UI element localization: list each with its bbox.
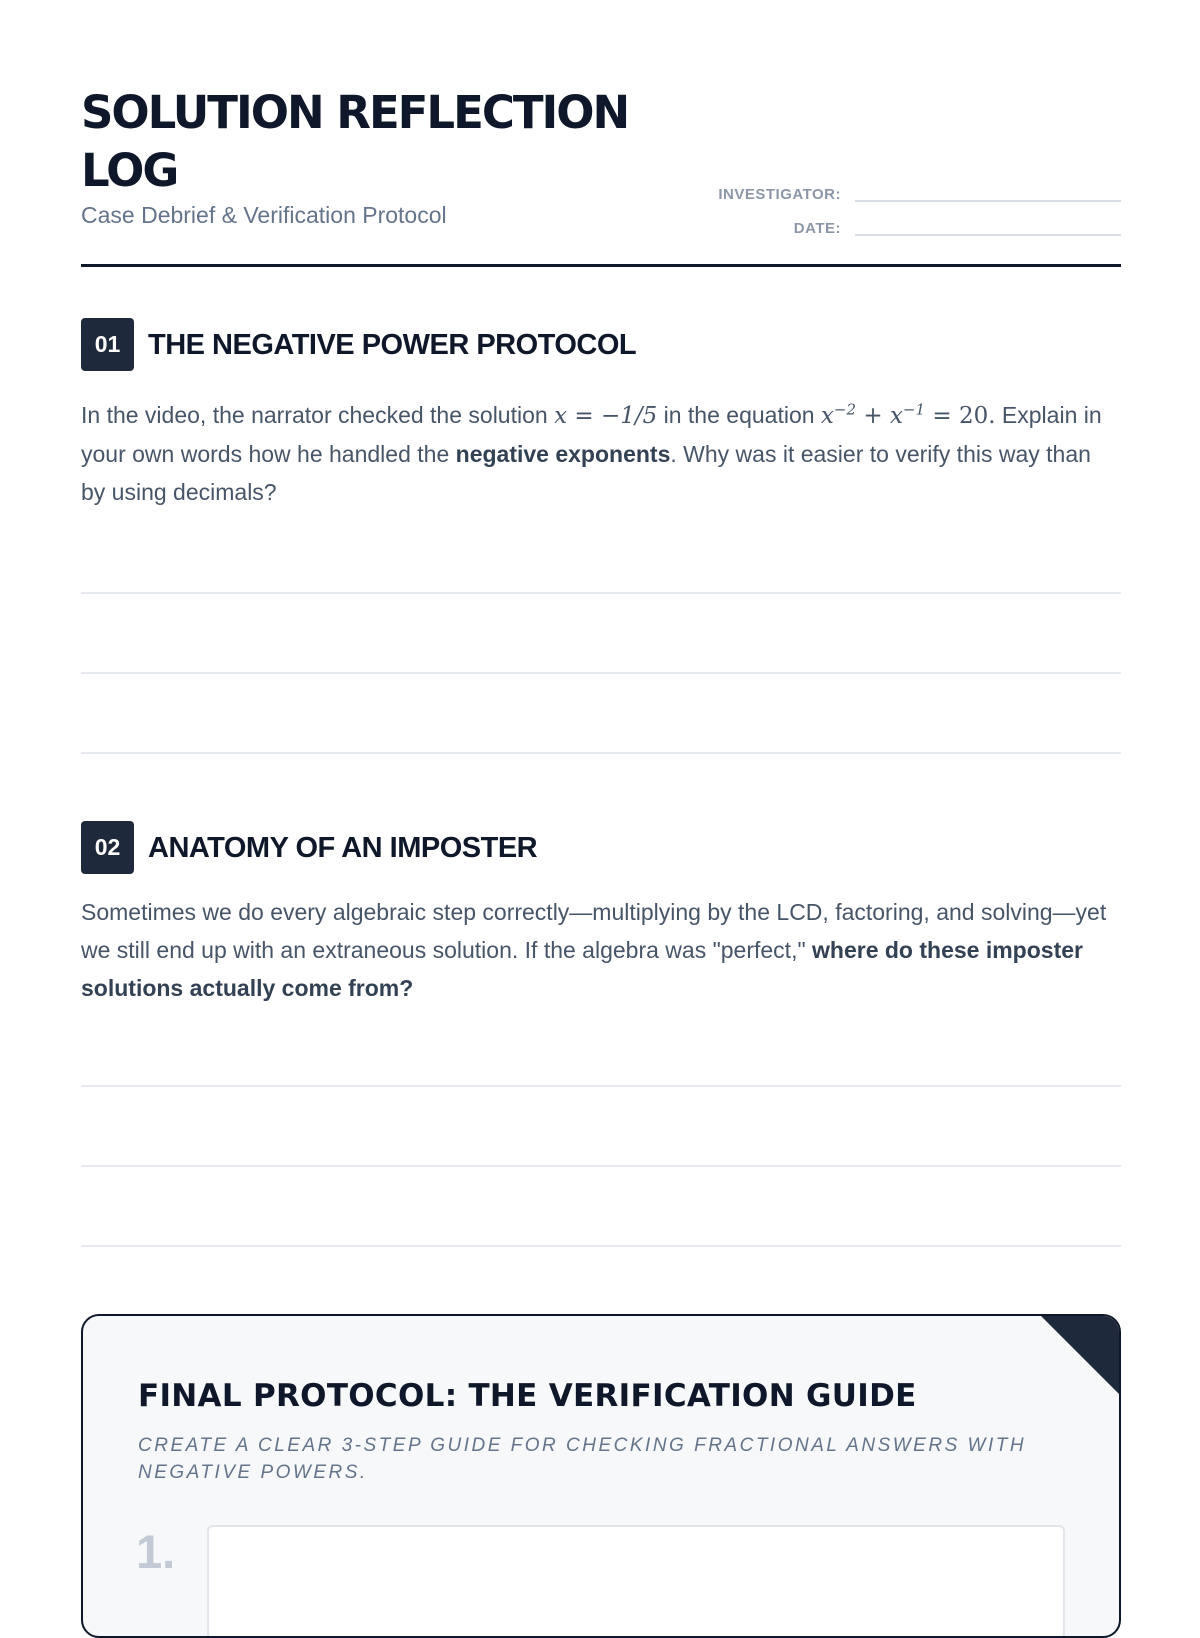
equation-exponent: −2 bbox=[833, 400, 857, 419]
section-number-badge: 01 bbox=[81, 318, 134, 371]
prompt-text: In the video, the narrator checked the solution bbox=[81, 402, 555, 428]
answer-line[interactable] bbox=[81, 592, 1121, 594]
section-number-badge: 02 bbox=[81, 821, 134, 874]
equation-plus: + bbox=[856, 403, 890, 429]
answer-line[interactable] bbox=[81, 1165, 1121, 1167]
prompt-text: . Why was it easier to verify this way than by using decimals? bbox=[81, 441, 1091, 505]
date-row bbox=[701, 212, 1121, 246]
answer-line[interactable] bbox=[81, 752, 1121, 754]
equation-math bbox=[820, 400, 996, 429]
section-prompt bbox=[81, 893, 1121, 1007]
prompt-emphasis: negative exponents bbox=[455, 441, 671, 467]
solution-math bbox=[554, 403, 657, 429]
final-protocol-title: FINAL PROTOCOL: THE VERIFICATION GUIDE bbox=[138, 1378, 917, 1414]
section-prompt bbox=[81, 396, 1121, 511]
header-meta-fields bbox=[701, 178, 1121, 246]
answer-line[interactable] bbox=[81, 1245, 1121, 1247]
section-title: THE NEGATIVE POWER PROTOCOL bbox=[148, 329, 637, 361]
prompt-text: Explain in your own words how he handled the bbox=[81, 402, 1102, 467]
final-protocol-instructions: CREATE A CLEAR 3-STEP GUIDE FOR CHECKING FRACTIONAL ANSWERS WITH NEGATIVE POWERS. bbox=[138, 1435, 1027, 1483]
worksheet-page bbox=[81, 0, 1121, 1600]
worksheet-header bbox=[81, 82, 1121, 267]
equation-exponent: −1 bbox=[902, 400, 926, 419]
final-protocol-box bbox=[81, 1314, 1121, 1638]
step-1-field[interactable] bbox=[207, 1525, 1065, 1638]
corner-flag-decoration bbox=[1041, 1316, 1119, 1394]
prompt-emphasis: where do these imposter solutions actually come from? bbox=[81, 937, 1083, 1001]
investigator-label: INVESTIGATOR: bbox=[718, 186, 841, 203]
page-subtitle: Case Debrief & Verification Protocol bbox=[81, 202, 447, 228]
prompt-text: Sometimes we do every algebraic step correctly—multiplying by the LCD, factoring, and solving—yet we still end up with an extraneous solution. If the algebra was "perfect," bbox=[81, 899, 1107, 963]
answer-line[interactable] bbox=[81, 672, 1121, 674]
investigator-row bbox=[701, 178, 1121, 212]
section-title: ANATOMY OF AN IMPOSTER bbox=[148, 832, 538, 864]
date-field[interactable] bbox=[855, 234, 1121, 236]
date-label: DATE: bbox=[793, 220, 841, 237]
step-number: 1. bbox=[136, 1525, 176, 1578]
answer-line[interactable] bbox=[81, 1085, 1121, 1087]
solution-expression: x = −1/5 bbox=[554, 403, 658, 429]
prompt-text: in the equation bbox=[657, 402, 821, 428]
equation-x: x bbox=[889, 403, 903, 429]
page-title: SOLUTION REFLECTION LOG bbox=[81, 86, 629, 197]
equation-x: x bbox=[820, 403, 834, 429]
investigator-field[interactable] bbox=[855, 200, 1121, 202]
equation-rhs: = 20. bbox=[925, 403, 996, 429]
